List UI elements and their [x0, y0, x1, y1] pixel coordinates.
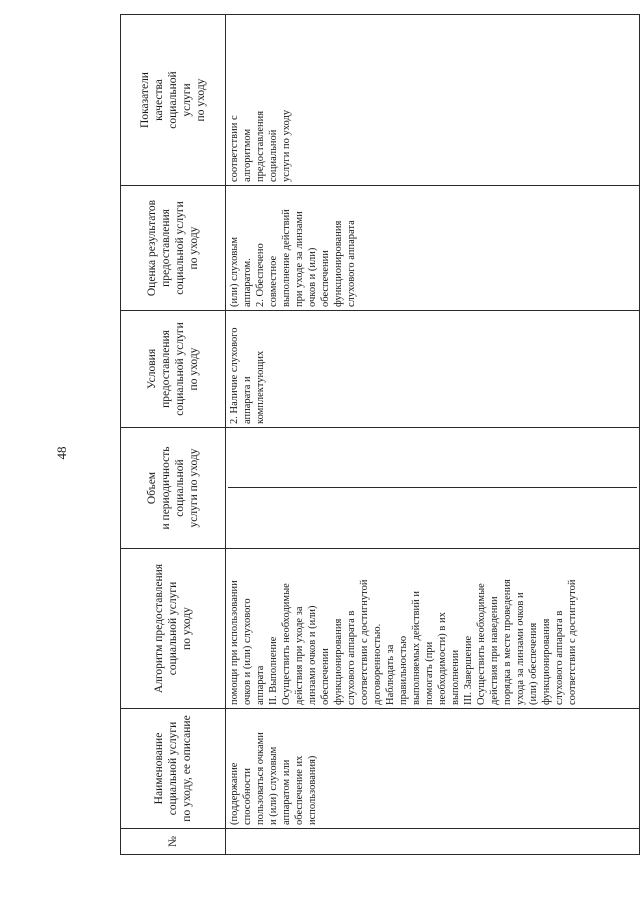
text-line: предоставления	[160, 209, 172, 287]
header-name	[121, 709, 226, 829]
text-line: (поддержание	[229, 762, 240, 825]
header-vol	[121, 428, 226, 549]
text-line: по уходу	[195, 78, 207, 122]
text-line: предоставления	[160, 330, 172, 408]
cell-vol-part-1	[228, 489, 637, 546]
text-line: пользоваться очками	[255, 732, 266, 825]
text-line: очков и (или) слухового	[242, 598, 253, 705]
page-number: 48	[54, 446, 69, 460]
text-line: выполнение действий	[281, 209, 292, 307]
text-line: социальной услуги	[174, 322, 186, 416]
text-line: аппарата	[255, 665, 266, 705]
cell-eval	[226, 186, 640, 311]
text-line: способности	[242, 767, 253, 825]
cell-vol	[226, 428, 640, 549]
text-line: обеспечении	[320, 648, 331, 705]
text-line: Осуществить необходимые	[281, 583, 292, 705]
text-line: по уходу	[188, 226, 200, 270]
text-line: социальной	[167, 71, 179, 129]
header-cond	[121, 311, 226, 428]
text-line: Оценка результатов	[146, 199, 158, 297]
text-line: при уходе за линзами	[294, 211, 305, 307]
text-line: функционирования	[541, 618, 552, 705]
cell-cond	[226, 311, 640, 428]
text-line: договоренностью.	[372, 623, 383, 705]
text-line: услуги	[181, 83, 193, 117]
text-line: обеспечение их	[294, 755, 305, 825]
text-line: (или) слуховым	[229, 236, 240, 307]
text-line: и (или) слуховым	[268, 746, 279, 825]
text-line: совместное	[268, 255, 279, 307]
text-line: функционирования	[333, 618, 344, 705]
cell-algo	[226, 549, 640, 709]
text-line: II. Выполнение	[268, 636, 279, 705]
table-header-row	[121, 15, 226, 855]
text-line: ухода за линзами очков и	[515, 592, 526, 705]
cell-name	[226, 709, 640, 829]
text-line: социальной услуги	[167, 581, 179, 676]
text-line: и периодичность	[160, 446, 172, 530]
text-line: Осуществить необходимые	[476, 583, 487, 705]
text-line: качества	[153, 79, 165, 121]
text-line: соответствии с достигнутой	[567, 579, 578, 705]
text-line: по уходу	[188, 347, 200, 391]
text-line: социальной	[174, 459, 186, 517]
text-line: Объем	[146, 471, 158, 505]
cell-ind	[226, 15, 640, 186]
text-line: предоставления	[255, 110, 266, 182]
text-line: выполняемых действий и	[411, 591, 422, 705]
text-line: аппарата и	[242, 376, 253, 424]
text-line: обеспечении	[320, 250, 331, 307]
text-line: социальной	[268, 129, 279, 182]
table-row	[226, 15, 640, 855]
text-line: Показатели	[139, 72, 151, 128]
header-eval	[121, 186, 226, 311]
text-line: правильностью	[398, 635, 409, 705]
text-line: по уходу, ее описание	[181, 715, 193, 822]
text-line: слухового аппарата в	[554, 610, 565, 705]
text-line: выполнении	[450, 649, 461, 705]
text-line: слухового аппарата в	[346, 610, 357, 705]
header-ind	[121, 15, 226, 186]
text-line: услуги по уходу	[281, 109, 292, 182]
text-line: услуги по уходу	[188, 448, 200, 528]
services-table	[120, 14, 640, 855]
text-line: необходимости) в их	[437, 612, 448, 705]
header-num: №	[121, 829, 226, 855]
text-line: социальной услуги	[167, 721, 179, 816]
text-line: использования)	[307, 755, 318, 825]
text-line: Наименование	[153, 732, 165, 805]
text-line: по уходу	[181, 607, 193, 650]
text-line: слухового аппарата	[346, 220, 357, 307]
text-line: Условия	[146, 348, 158, 390]
text-line: помощи при использовании	[229, 580, 240, 705]
text-line: 2. Наличие слухового	[229, 327, 240, 424]
text-line: аппаратом.	[242, 258, 253, 307]
text-line: социальной услуги	[174, 201, 186, 295]
text-line: комплектующих	[255, 350, 266, 424]
cell-vol-part-2	[228, 431, 637, 489]
rotated-table-wrapper	[120, 15, 640, 855]
text-line: соответствии с	[229, 115, 240, 182]
text-line: аппаратом или	[281, 759, 292, 825]
text-line: алгоритмом	[242, 128, 253, 182]
text-line: помогать (при	[424, 641, 435, 705]
text-line: очков и (или)	[307, 247, 318, 307]
cell-num	[226, 829, 640, 855]
text-line: порядка в месте проведения	[502, 579, 513, 705]
text-line: Наблюдать за	[385, 644, 396, 705]
text-line: Алгоритм предоставления	[153, 563, 165, 694]
text-line: действия при наведении	[489, 596, 500, 705]
header-algo	[121, 549, 226, 709]
text-line: (или) обеспечения	[528, 622, 539, 705]
text-line: действия при уходе за	[294, 606, 305, 705]
text-line: III. Завершение	[463, 635, 474, 705]
text-line: функционирования	[333, 220, 344, 307]
text-line: 2. Обеспечено	[255, 243, 266, 307]
text-line: линзами очков и (или)	[307, 605, 318, 705]
text-line: соответствии с достигнутой	[359, 579, 370, 705]
